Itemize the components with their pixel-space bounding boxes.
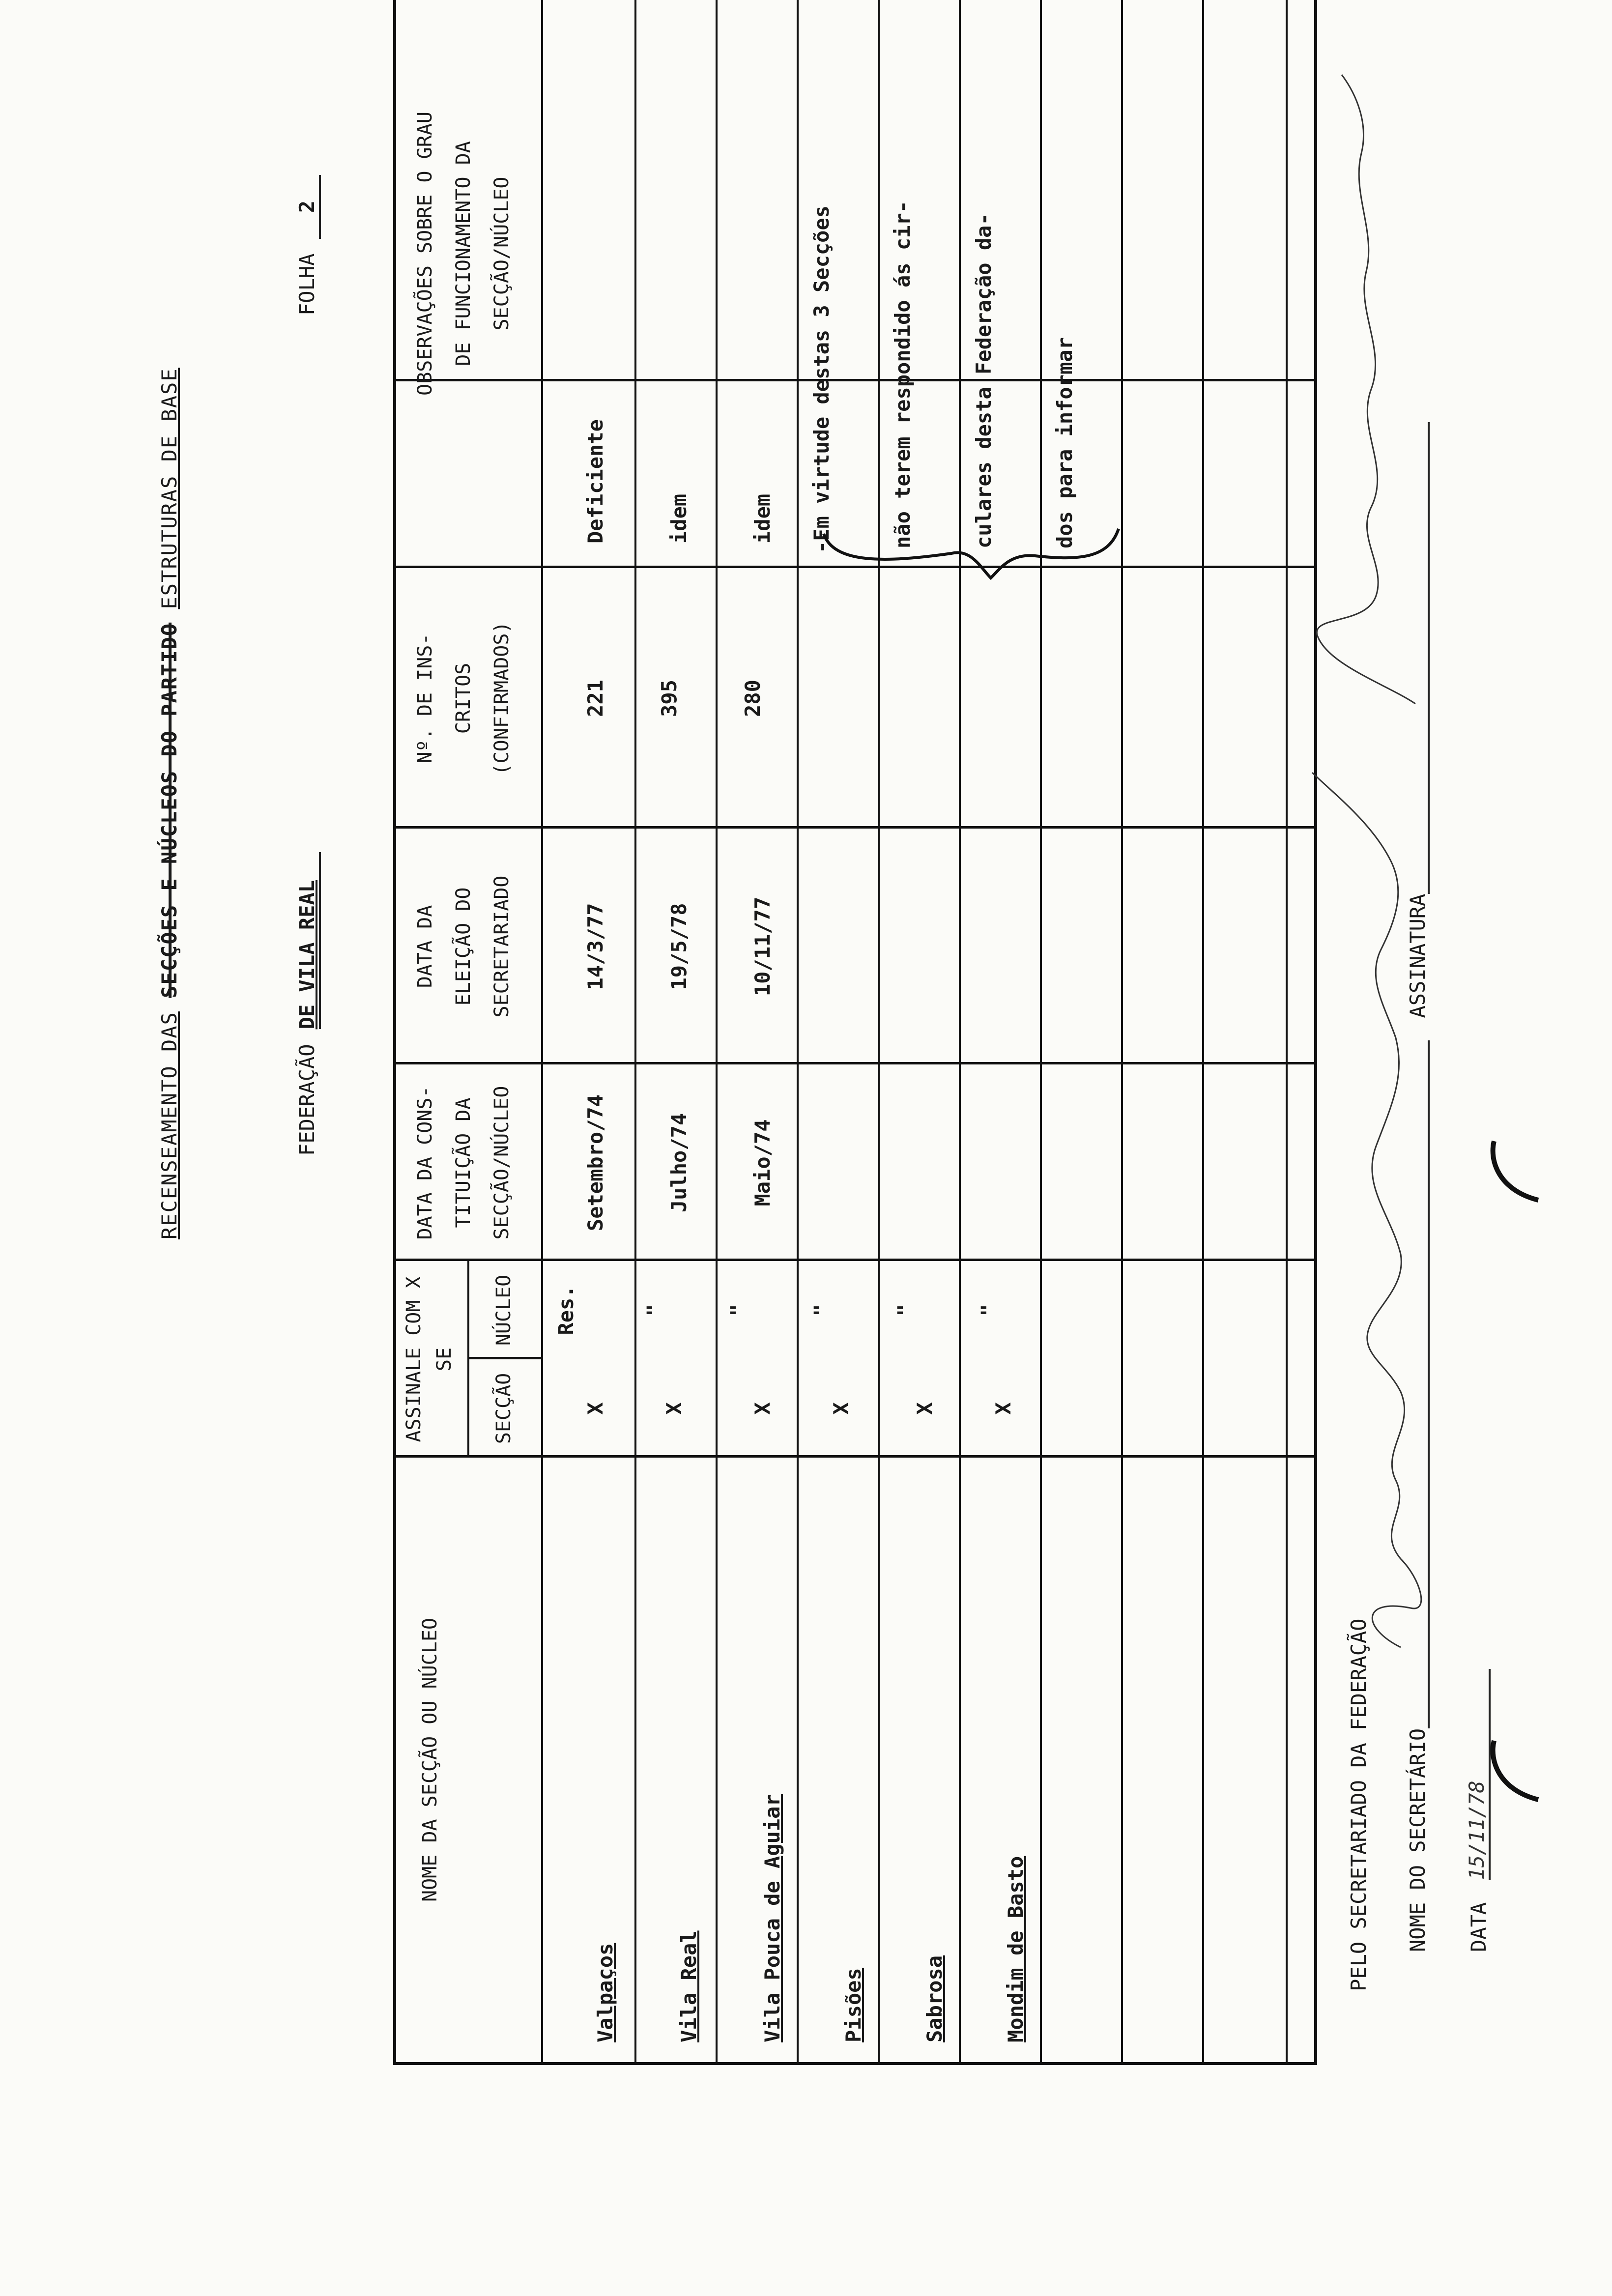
census-table [393, 0, 1317, 2065]
row-1-nucleo: Res. [553, 1285, 578, 1335]
punch-hole-mark [1479, 1136, 1548, 1205]
row-5-nome: Sabrosa [922, 1955, 947, 2042]
folha-label: FOLHA [295, 253, 319, 316]
assinatura-signature [1297, 60, 1445, 723]
row-1-seccao: X [583, 1402, 607, 1415]
folha-value: 2 [295, 175, 321, 239]
brace-mark [804, 524, 1123, 583]
header-nome: NOME DA SECÇÃO OU NÚCLEO [419, 1618, 441, 1902]
row-rule [959, 0, 961, 2062]
row-rule [797, 0, 799, 2062]
row-4-nucleo: " [809, 1304, 834, 1317]
row-4-nome: Pisões [841, 1968, 865, 2042]
secretary-signature [1302, 674, 1450, 1657]
row-5-nucleo: " [892, 1304, 917, 1317]
header-assinale: ASSINALE COM X SE [403, 1276, 456, 1442]
column-divider [396, 1062, 1314, 1064]
row-2-nome: Vila Real [676, 1930, 701, 2042]
row-6-seccao: X [991, 1402, 1015, 1415]
header-nucleo: NÚCLEO [492, 1274, 515, 1346]
header-data-constituicao: DATA DA CONS- TITUIÇÃO DA SECÇÃO/NÚCLEO [414, 1086, 513, 1240]
column-divider [396, 826, 1314, 829]
header-bottom-rule [541, 0, 543, 2062]
header-inscritos: Nº. DE INS- CRITOS (CONFIRMADOS) [414, 621, 513, 775]
folha-field [295, 175, 321, 316]
federacao-label: FEDERAÇÃO [295, 1044, 319, 1156]
form-title [157, 368, 181, 1239]
federacao-value: DE VILA REAL [295, 852, 321, 1029]
row-rule [716, 0, 718, 2062]
row-4-seccao: X [829, 1402, 853, 1415]
row-2-eleicao: 19/5/78 [666, 903, 691, 990]
row-1-nome: Valpaços [593, 1943, 617, 2042]
data-label: DATA [1467, 1902, 1491, 1952]
data-field [1465, 1669, 1491, 1952]
row-3-obs: idem [750, 493, 775, 544]
row-1-obs: Deficiente [583, 419, 607, 544]
pelo-secretariado-label: PELO SECRETARIADO DA FEDERAÇÃO [1347, 1618, 1371, 1991]
data-value: 15/11/78 [1465, 1669, 1491, 1880]
row-2-constituicao: Julho/74 [666, 1113, 691, 1213]
row-2-nucleo: " [642, 1304, 666, 1317]
row-3-seccao: X [750, 1402, 775, 1415]
row-4-obs: -Em virtude destas 3 Secções [809, 205, 834, 553]
row-1-constituicao: Setembro/74 [583, 1094, 607, 1232]
title-prefix: RECENSEAMENTO DAS [157, 1011, 181, 1239]
row-3-constituicao: Maio/74 [750, 1119, 775, 1206]
row-6-nucleo: " [976, 1304, 1001, 1317]
header-observacoes: OBSERVAÇÕES SOBRE O GRAU DE FUNCIONAMENTO DA SECÇÃO/NÚCLEO [414, 112, 513, 396]
row-1-inscritos: 221 [583, 680, 607, 717]
row-2-inscritos: 395 [657, 680, 681, 717]
header-data-eleicao: DATA DA ELEIÇÃO DO SECRETARIADO [414, 875, 513, 1018]
row-rule [1121, 0, 1123, 2062]
title-struck-text: SECÇÕES E NÚCLEOS DO PARTIDO [157, 622, 181, 998]
row-2-obs: idem [666, 493, 691, 544]
header-seccao: SECÇÃO [492, 1373, 515, 1444]
row-rule [878, 0, 880, 2062]
nome-secretario-label: NOME DO SECRETÁRIO [1406, 1728, 1430, 1952]
row-7-obs: dos para informar [1052, 337, 1077, 548]
title-suffix: ESTRUTURAS DE BASE [157, 368, 181, 609]
row-3-inscritos: 280 [740, 680, 765, 717]
row-5-obs: não terem respondido ás cir- [890, 200, 915, 548]
assinale-subheader-divider [467, 1261, 469, 1458]
punch-hole-mark [1479, 1736, 1548, 1805]
row-3-nucleo: " [725, 1304, 750, 1317]
row-rule [1286, 0, 1288, 2062]
row-rule [1202, 0, 1204, 2062]
column-divider [396, 1259, 1314, 1261]
row-6-obs: culares desta Federação da- [971, 213, 996, 548]
row-6-nome: Mondim de Basto [1003, 1856, 1028, 2042]
row-2-seccao: X [662, 1402, 686, 1415]
row-3-nome: Vila Pouca de Aguiar [760, 1794, 784, 2042]
row-1-eleicao: 14/3/77 [583, 903, 607, 990]
row-3-eleicao: 10/11/77 [750, 896, 775, 997]
row-5-seccao: X [912, 1402, 937, 1415]
row-rule [1040, 0, 1042, 2062]
assinatura-label: ASSINATURA [1406, 893, 1430, 1018]
row-rule [634, 0, 636, 2062]
federacao-field [295, 852, 321, 1156]
column-divider [396, 379, 1314, 381]
